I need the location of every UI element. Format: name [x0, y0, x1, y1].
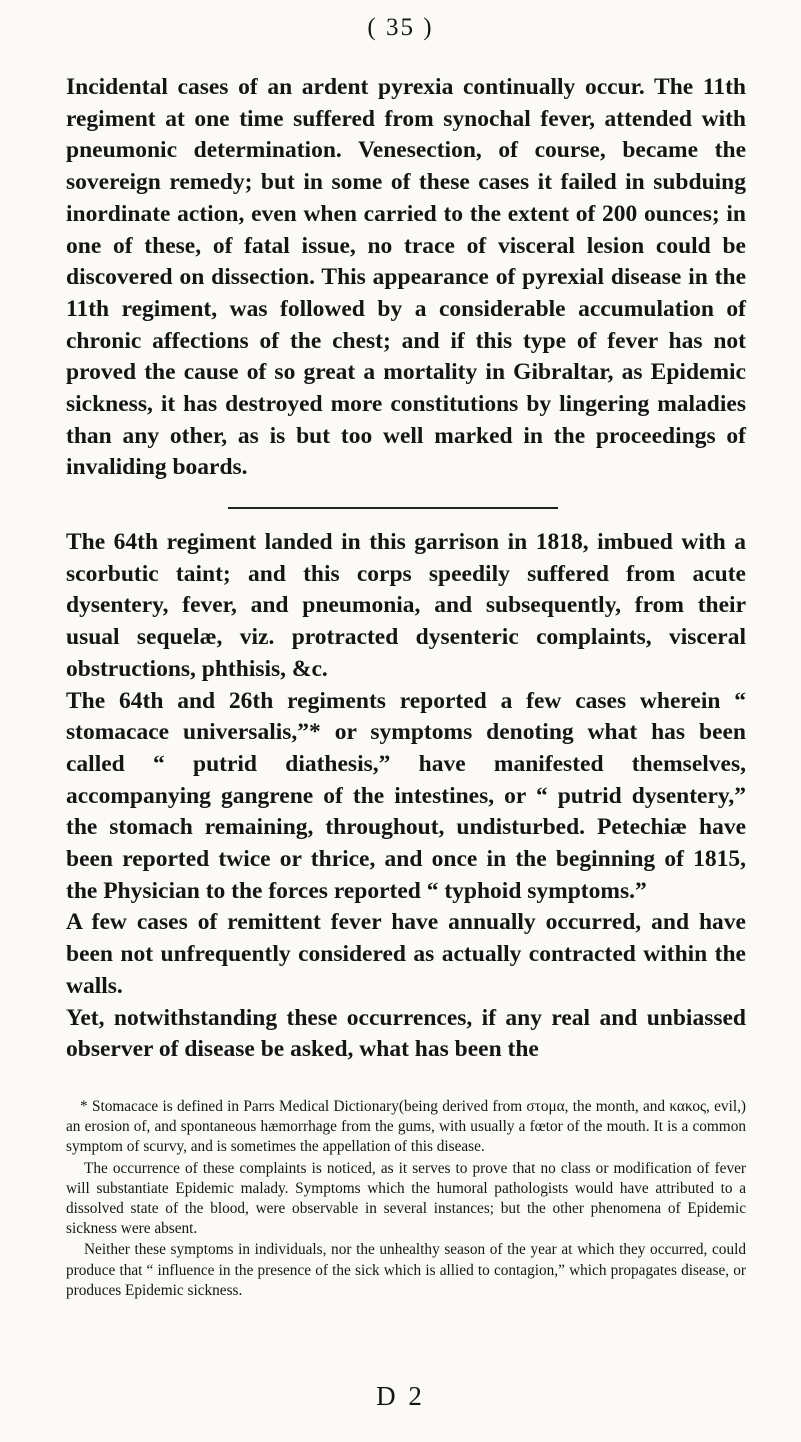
footnote-neither: Neither these symptoms in individuals, nor the unhealthy season of the year at which they occurred, could produce that “ influence in the presence of the sick which is allied to contagion,” which propagates disease, or produces Epidemic sickness.	[66, 1241, 746, 1299]
footnote-stomacace: * Stomacace is defined in Parrs Medical Dictionary(being derived from στομα, the month, and κακος, evil,) an erosion of, and spontaneous hæmorrhage from the gums, with usually a fœtor of the mouth. It is a common symptom of scurvy, and is sometimes the appellation of this disease.	[66, 1098, 746, 1156]
paragraph-stomacace: The 64th and 26th regiments reported a few cases wherein “ stomacace universalis,”* or symptoms denoting what has been called “ putrid diathesis,” have manifested themselves, accompanying gangrene of the intestines, or “ putrid dysentery,” the stomach remaining, throughout, undisturbed. Petechiæ have been reported twice or thrice, and once in the beginning of 1815, the Physician to the forces reported “ typhoid symptoms.”	[66, 687, 746, 904]
page-number: ( 35 )	[367, 14, 434, 41]
paragraph-pyrexia: Incidental cases of an ardent pyrexia continually occur. The 11th regiment at one time suffered from synochal fever, attended with pneumonic determination. Venesection, of course, became the sovereign remedy; but in some of these cases it failed in subduing inordinate action, even when carried to the extent of 200 ounces; in one of these, of fatal issue, no trace of visceral lesion could be discovered on dissection. This appearance of pyrexial disease in the 11th regiment, was followed by a considerable accumulation of chronic affections of the chest; and if this type of fever has not proved the cause of so great a mortality in Gibraltar, as Epidemic sickness, it has destroyed more constitutions by lingering maladies than any other, as is but too well marked in the proceedings of invaliding boards.	[66, 74, 746, 481]
signature-mark: D 2	[376, 1381, 425, 1411]
section-one	[66, 72, 746, 484]
paragraph-64th-regiment: The 64th regiment landed in this garrison in 1818, imbued with a scorbutic taint; and this corps speedily suffered from acute dysentery, fever, and pneumonia, and subsequently, from their usual sequelæ, viz. protracted dysenteric complaints, visceral obstructions, phthisis, &c.	[66, 529, 746, 682]
section-divider	[228, 507, 558, 509]
paragraph-remittent-fever: A few cases of remittent fever have annually occurred, and have been not unfrequently considered as actually contracted within the walls.	[66, 909, 746, 999]
paragraph-unbiassed-observer: Yet, notwithstanding these occurrences, if any real and unbiassed observer of disease be asked, what has been the	[66, 1004, 746, 1063]
section-two	[66, 527, 746, 1066]
footnote-occurrence: The occurrence of these complaints is noticed, as it serves to prove that no class or modification of fever will substantiate Epidemic malady. Symptoms which the humoral pathologists would have attributed to a dissolved state of the blood, were observable in several instances; but the other phenomena of Epidemic sickness were absent.	[66, 1159, 746, 1238]
footnotes	[66, 1097, 746, 1302]
